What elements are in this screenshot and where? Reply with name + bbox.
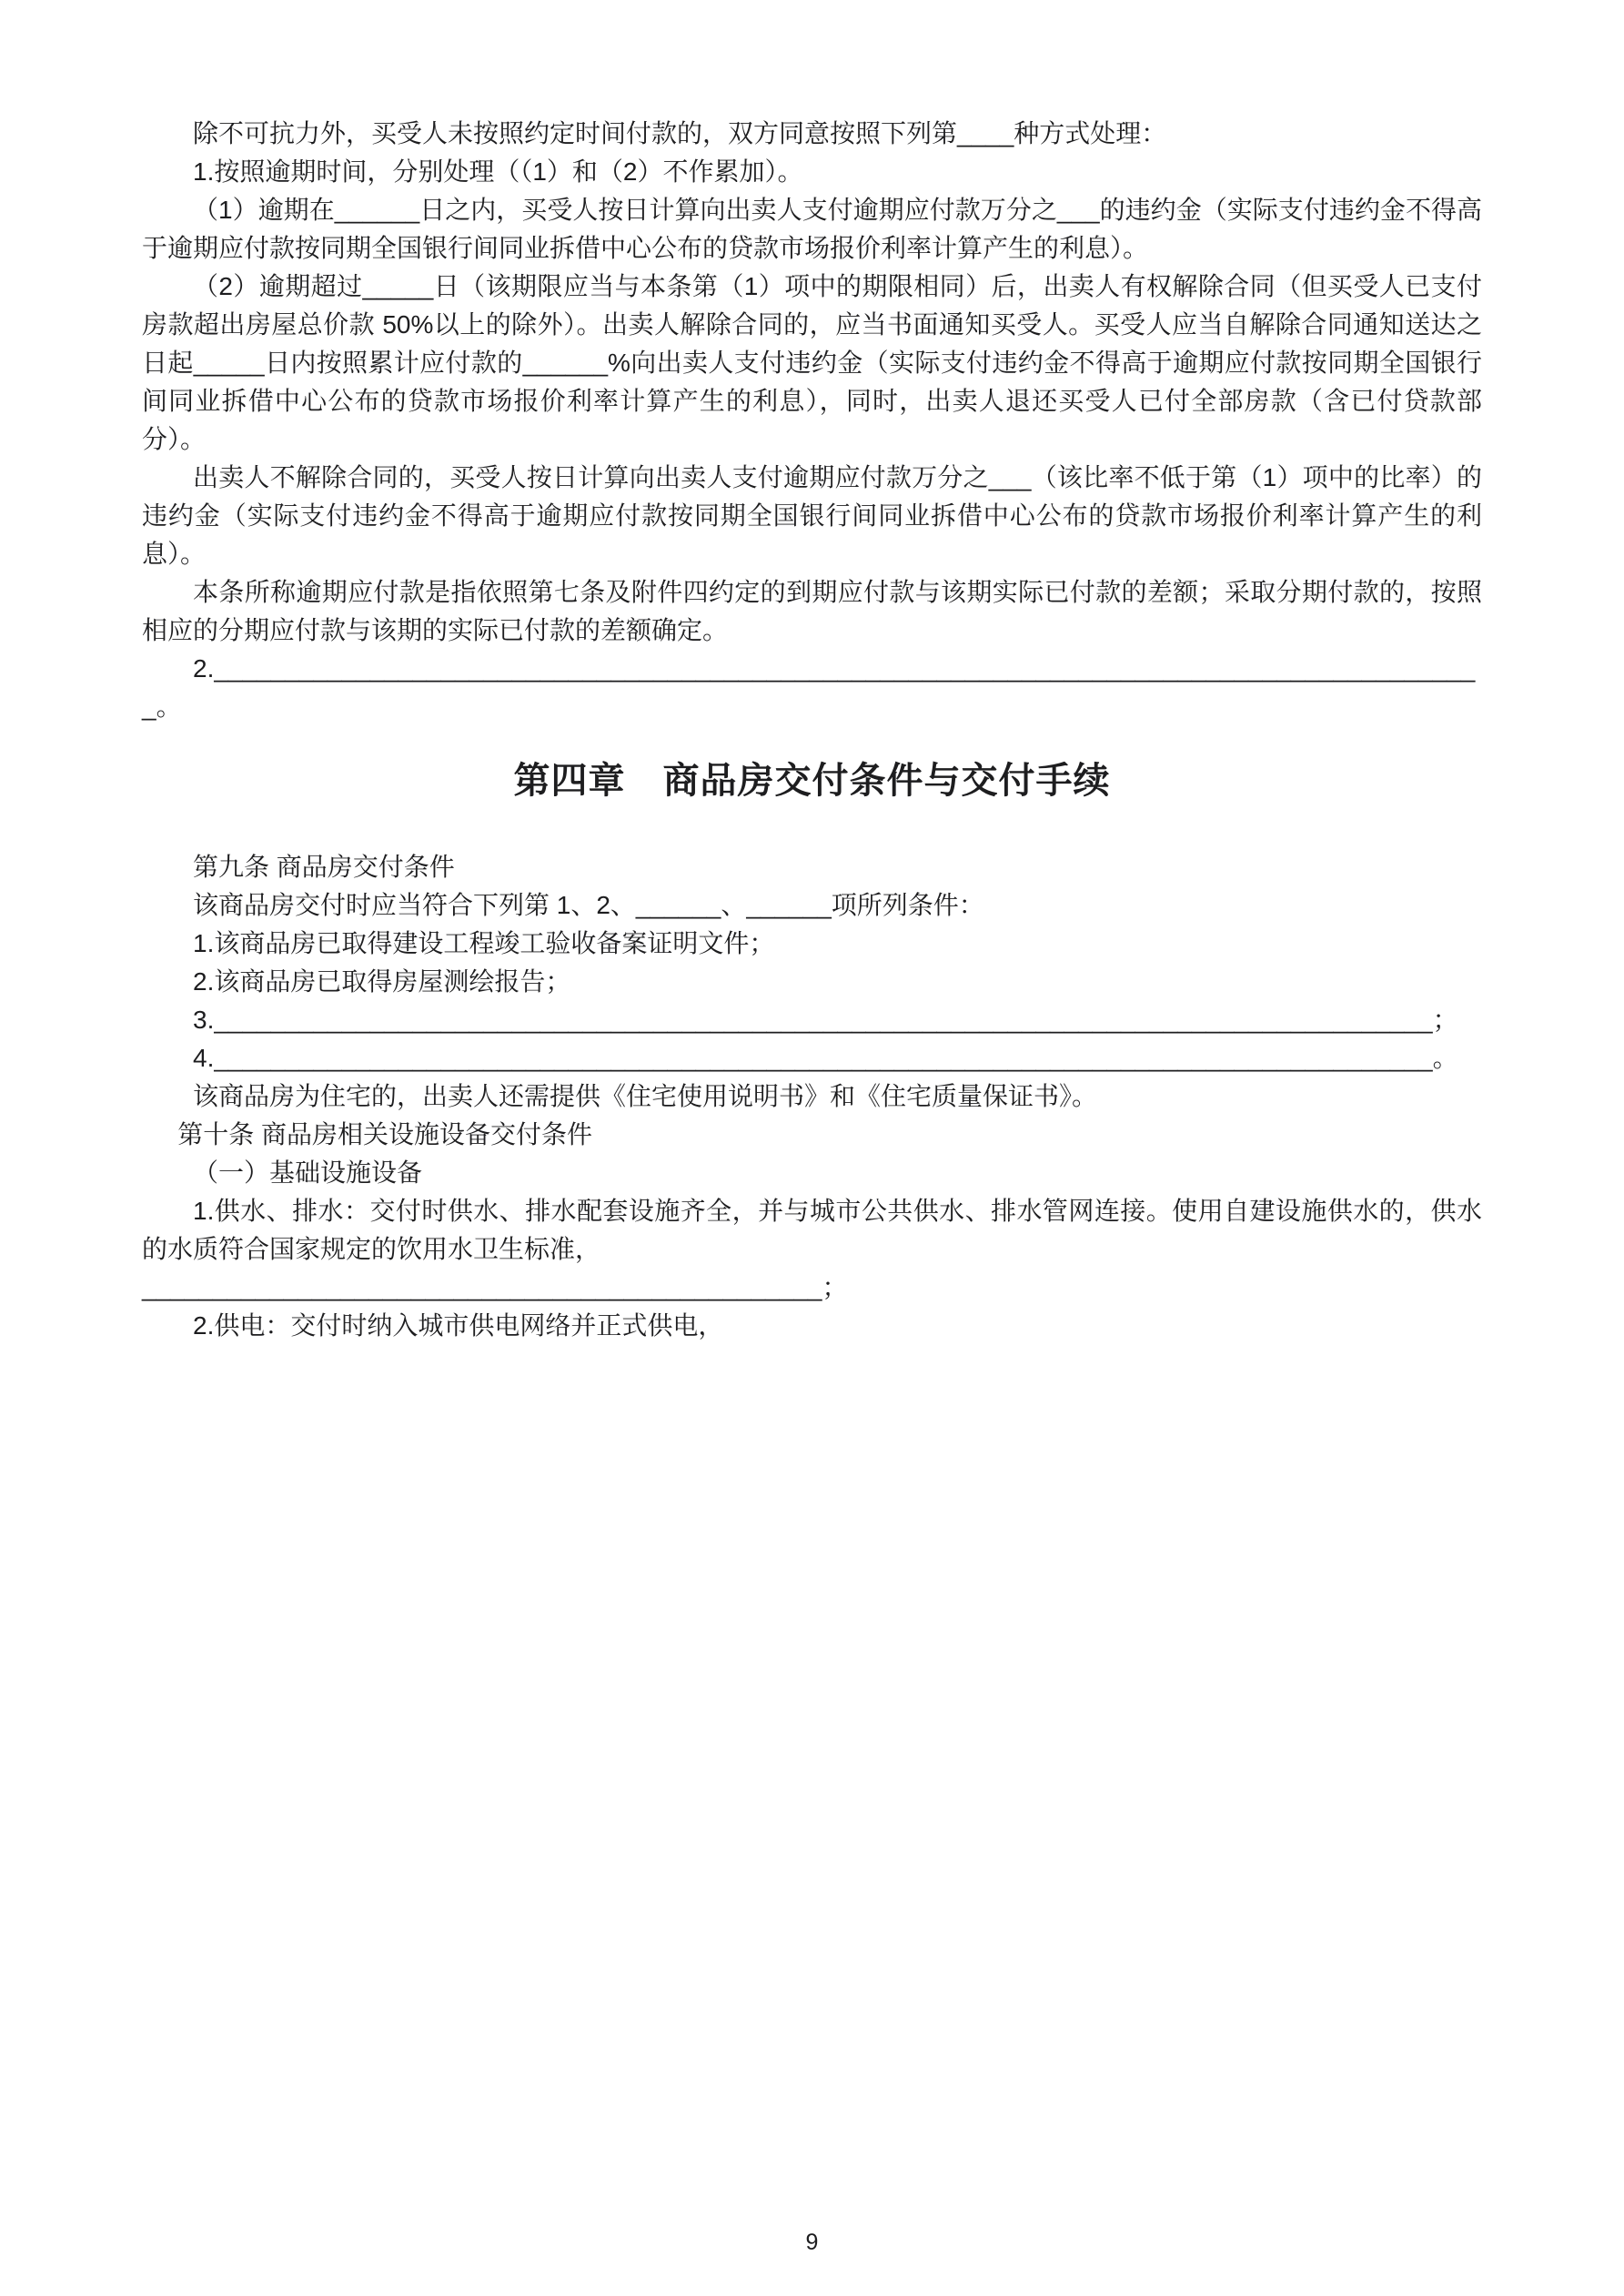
paragraph: 出卖人不解除合同的，买受人按日计算向出卖人支付逾期应付款万分之___（该比率不低于第（1）项中的比率）的违约金（实际支付违约金不得高于逾期应付款按同期全国银行间同业拆借中心公布的贷款市场报价利率计算产生的利息）。 (142, 463, 1482, 568)
paragraph-with-blank: 3.______________________________________________________________________________________； (193, 1006, 1458, 1034)
paragraph-with-blank: 2.__________________________________________________________________________________________。 (142, 654, 1476, 721)
paragraph: 第十条 商品房相关设施设备交付条件 (177, 1120, 592, 1148)
document-body (142, 115, 1482, 1345)
paragraph-with-blank: （1）逾期在______日之内，买受人按日计算向出卖人支付逾期应付款万分之___的违约金（实际支付违约金不得高于逾期应付款按同期全国银行间同业拆借中心公布的贷款市场报价利率计算产生的利息）。 (142, 196, 1482, 262)
paragraph-with-blank: （2）逾期超过_____日（该期限应当与本条第（1）项中的期限相同）后，出卖人有权解除合同（但买受人已支付房款超出房屋总价款 50%以上的除外）。出卖人解除合同的，应当书面通知买受人。买受人应当自解除合同通知送达之日起_____日内按照累计应付款的______%向出卖人支付违约金（实际支付违约金不得高于逾期应付款按同期全国银行间同业拆借中心公布的贷款市场报价利率计算产生的利息），同时，出卖人退还买受人已付全部房款（含已付贷款部分）。 (142, 272, 1482, 453)
paragraph: 2.供电：交付时纳入城市供电网络并正式供电， (193, 1311, 724, 1340)
paragraph: 本条所称逾期应付款是指依照第七条及附件四约定的到期应付款与该期实际已付款的差额；采取分期付款的，按照相应的分期应付款与该期的实际已付款的差额确定。 (142, 578, 1482, 644)
paragraph: 1.供水、排水：交付时供水、排水配套设施齐全，并与城市公共供水、排水管网连接。使用自建设施供水的，供水的水质符合国家规定的饮用水卫生标准， (142, 1197, 1482, 1263)
paragraph-with-blank: 除不可抗力外，买受人未按照约定时间付款的，双方同意按照下列第____种方式处理： (193, 119, 1167, 147)
chapter-heading: 第四章 商品房交付条件与交付手续 (513, 761, 1111, 801)
paragraph: （一）基础设施设备 (193, 1158, 423, 1187)
paragraph-with-blank: ________________________________________________； (142, 1273, 848, 1301)
page-number: 9 (805, 2230, 819, 2255)
paragraph: 1.按照逾期时间，分别处理（（1）和（2）不作累加）。 (193, 157, 803, 186)
paragraph: 1.该商品房已取得建设工程竣工验收备案证明文件； (193, 929, 775, 957)
paragraph: 该商品房为住宅的，出卖人还需提供《住宅使用说明书》和《住宅质量保证书》。 (193, 1082, 1098, 1110)
paragraph: 2.该商品房已取得房屋测绘报告； (193, 967, 571, 996)
paragraph-with-blank: 4.______________________________________________________________________________________。 (193, 1044, 1458, 1072)
paragraph: 第九条 商品房交付条件 (193, 853, 455, 881)
paragraph-with-blank: 该商品房交付时应当符合下列第 1、2、______、______项所列条件： (193, 891, 984, 919)
